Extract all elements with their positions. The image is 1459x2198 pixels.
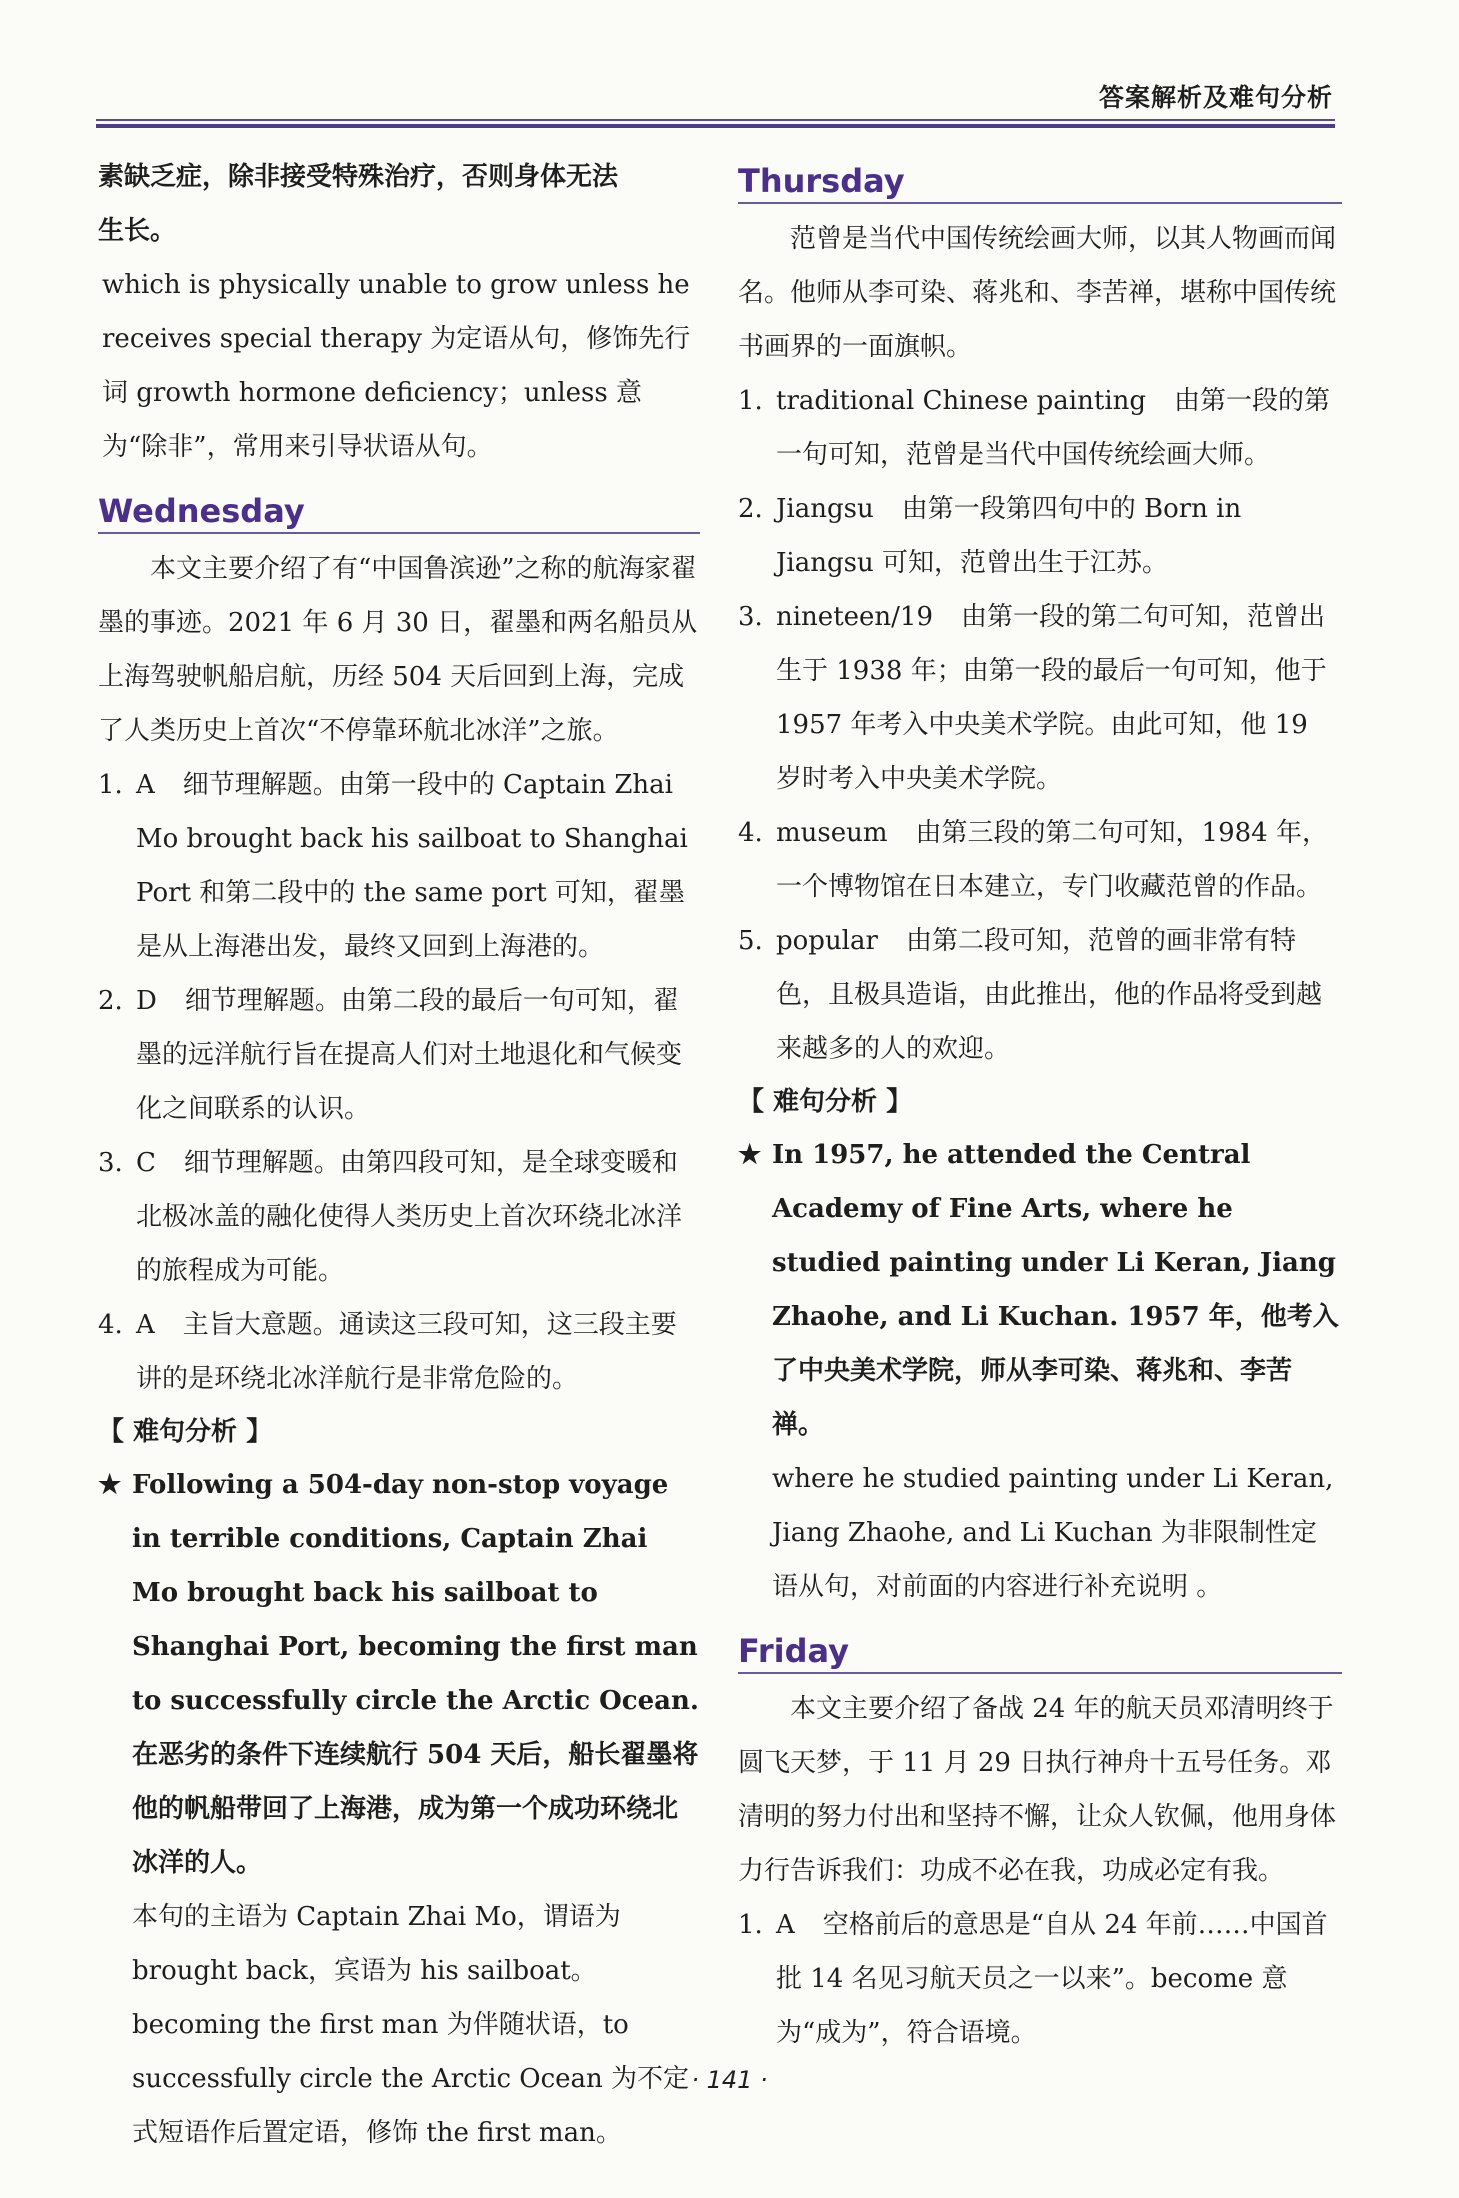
item-answer: A — [776, 1910, 795, 1940]
item-answer: nineteen/19 — [776, 602, 934, 632]
item-explanation: 主旨大意题。通读这三段可知，这三段主要讲的是环绕北冰洋航行是非常危险的。 — [136, 1310, 677, 1394]
section-rule — [738, 202, 1342, 204]
intro-note: which is physically unable to grow unless he receives special therapy 为定语从句，修饰先行词 growth hormone deficiency；unless 意为“除非”，常用来引导状语从句。 — [102, 270, 691, 462]
page-number: · 141 · — [691, 2066, 768, 2094]
intro-line: 生长。 — [98, 216, 177, 246]
difficult-sentence — [738, 1128, 1342, 1452]
item-answer: A — [136, 770, 155, 800]
left-column — [98, 150, 700, 2160]
item-number: 1. — [738, 1910, 763, 1940]
section-heading-wednesday — [98, 480, 700, 536]
section-heading-friday — [738, 1620, 1342, 1676]
difficult-sentence-note: 本句的主语为 Captain Zhai Mo，谓语为 brought back，宾语为 his sailboat。becoming the first man 为伴随状语，to successfully circle the Arctic Ocean 为不定式短语作后置定语，修饰 the first man。 — [132, 1902, 690, 2148]
item-number: 3. — [98, 1148, 123, 1178]
answer-item — [738, 590, 1342, 806]
answer-item — [738, 914, 1342, 1076]
difficult-sentence-note: where he studied painting under Li Keran, Jiang Zhaohe, and Li Kuchan 为非限制性定语从句，对前面的内容进行补充说明 。 — [772, 1464, 1334, 1602]
header-title: 答案解析及难句分析 — [1098, 83, 1333, 112]
difficult-sentence-text: Following a 504-day non-stop voyage in terrible conditions, Captain Zhai Mo brought back his sailboat to Shanghai Port, becoming the first man to successfully circle the Arctic Ocean. 在恶劣的条件下连续航行 504 天后，船长翟墨将他的帆船带回了上海港，成为第一个成功环绕北冰洋的人。 — [132, 1470, 699, 1878]
section-summary: 本文主要介绍了有“中国鲁滨逊”之称的航海家翟墨的事迹。2021 年 6 月 30 日，翟墨和两名船员从上海驾驶帆船启航，历经 504 天后回到上海，完成了人类历史上首次“不停靠环航北冰洋”之旅。 — [98, 554, 698, 746]
item-number: 3. — [738, 602, 763, 632]
section-summary: 范曾是当代中国传统绘画大师，以其人物画而闻名。他师从李可染、蒋兆和、李苦禅，堪称中国传统书画界的一面旗帜。 — [738, 224, 1337, 362]
item-explanation: 细节理解题。由第二段的最后一句可知，翟墨的远洋航行旨在提高人们对土地退化和气候变化之间联系的认识。 — [136, 986, 683, 1124]
answer-item — [98, 974, 700, 1136]
answer-item — [738, 374, 1342, 482]
item-number: 1. — [98, 770, 123, 800]
item-number: 2. — [738, 494, 763, 524]
header-rule — [96, 119, 1335, 121]
item-explanation: 细节理解题。由第一段中的 Captain Zhai Mo brought back his sailboat to Shanghai Port 和第二段中的 the same port 可知，翟墨是从上海港出发，最终又回到上海港的。 — [136, 770, 688, 962]
difficult-sentence-label: 【 难句分析 】 — [738, 1087, 913, 1117]
answer-item — [98, 758, 700, 974]
item-number: 5. — [738, 926, 763, 956]
item-explanation: 细节理解题。由第四段可知，是全球变暖和北极冰盖的融化使得人类历史上首次环绕北冰洋的旅程成为可能。 — [136, 1148, 683, 1286]
item-answer: D — [136, 986, 157, 1016]
answer-item — [738, 482, 1342, 590]
item-explanation: 由第一段第四句中的 Born in Jiangsu 可知，范曾出生于江苏。 — [776, 494, 1242, 578]
item-explanation: 由第一段的第二句可知，范曾出生于 1938 年；由第一段的最后一句可知，他于 1957 年考入中央美术学院。由此可知，他 19 岁时考入中央美术学院。 — [776, 602, 1327, 794]
answer-item — [738, 806, 1342, 914]
item-number: 4. — [98, 1310, 123, 1340]
item-answer: A — [136, 1310, 155, 1340]
section-title: Thursday — [738, 162, 905, 200]
section-heading-thursday — [738, 150, 1342, 206]
difficult-sentence-label: 【 难句分析 】 — [98, 1417, 273, 1447]
section-title: Wednesday — [98, 492, 305, 530]
item-answer: museum — [776, 818, 888, 848]
item-explanation: 由第三段的第二句可知，1984 年，一个博物馆在日本建立，专门收藏范曾的作品。 — [776, 818, 1328, 902]
item-number: 1. — [738, 386, 763, 416]
item-answer: C — [136, 1148, 156, 1178]
intro-line: 素缺乏症，除非接受特殊治疗，否则身体无法 — [98, 162, 619, 192]
header-rule-thick — [96, 124, 1335, 128]
difficult-sentence-text: In 1957, he attended the Central Academy of Fine Arts, where he studied painting under Li Keran, Jiang Zhaohe, and Li Kuchan. 1957 年，他考入了中央美术学院，师从李可染、蒋兆和、李苦禅。 — [772, 1140, 1339, 1440]
item-number: 2. — [98, 986, 123, 1016]
section-summary: 本文主要介绍了备战 24 年的航天员邓清明终于圆飞天梦，于 11 月 29 日执行神舟十五号任务。邓清明的努力付出和坚持不懈，让众人钦佩，他用身体力行告诉我们：功成不必在我，功成必定有我。 — [738, 1694, 1337, 1886]
answer-item — [98, 1298, 700, 1406]
item-answer: Jiangsu — [776, 494, 874, 524]
item-answer: popular — [776, 926, 878, 956]
item-explanation: 由第一段的第一句可知，范曾是当代中国传统绘画大师。 — [776, 386, 1331, 470]
item-answer: traditional Chinese painting — [776, 386, 1147, 416]
section-rule — [98, 532, 700, 534]
star-icon: ★ — [98, 1470, 122, 1500]
item-explanation: 由第二段可知，范曾的画非常有特色，且极具造诣，由此推出，他的作品将受到越来越多的人的欢迎。 — [776, 926, 1323, 1064]
item-number: 4. — [738, 818, 763, 848]
section-title: Friday — [738, 1632, 849, 1670]
difficult-sentence — [98, 1458, 700, 1890]
star-icon: ★ — [738, 1140, 762, 1170]
item-explanation: 空格前后的意思是“自从 24 年前……中国首批 14 名见习航天员之一以来”。become 意为“成为”，符合语境。 — [776, 1910, 1328, 2048]
answer-item — [738, 1898, 1342, 2060]
section-rule — [738, 1672, 1342, 1674]
answer-item — [98, 1136, 700, 1298]
right-column — [738, 150, 1342, 2060]
